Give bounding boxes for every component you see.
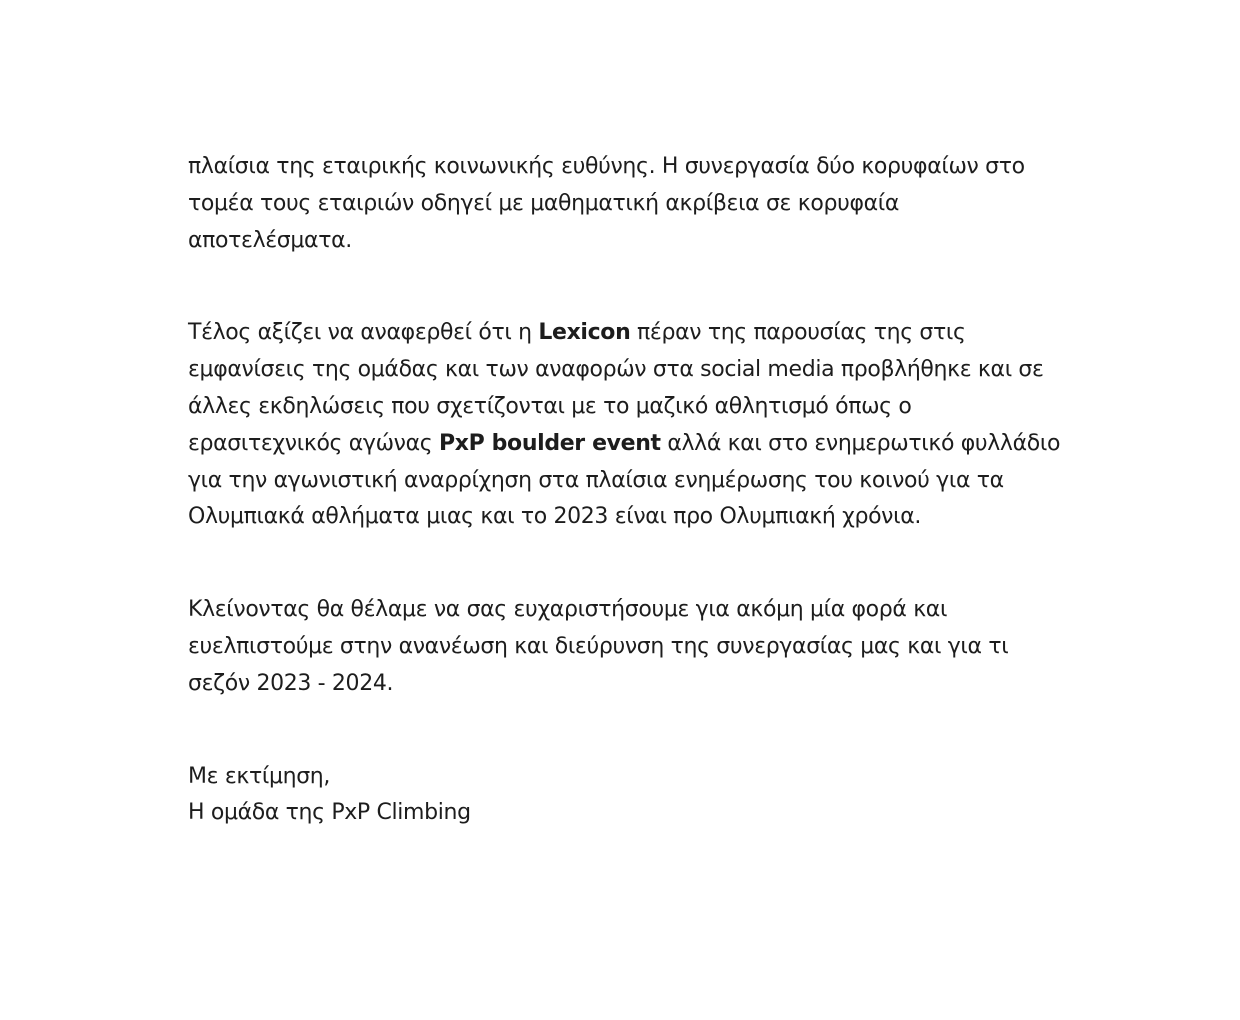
text-line <box>188 315 1068 352</box>
signature: Η ομάδα της PxP Climbing <box>188 800 471 826</box>
text-line: Ολυμπιακά αθλήματα μιας και το 2023 είναι προ Ολυμπιακή χρόνια. <box>188 504 922 530</box>
paragraph-thanks <box>188 592 1068 702</box>
text-line: τομέα τους εταιριών οδηγεί με μαθηματική ακρίβεια σε κορυφαία <box>188 190 900 216</box>
brand-name-lexicon: Lexicon <box>538 320 631 346</box>
text-run: αλλά και στο ενημερωτικό φυλλάδιο <box>660 430 1061 456</box>
text-line: άλλες εκδηλώσεις που σχετίζονται με το μαζικό αθλητισμό όπως ο <box>188 393 912 419</box>
text-run: πέραν της παρουσίας της στις <box>630 320 966 346</box>
paragraph-lexicon-promotion <box>188 315 1068 536</box>
paragraph-spacer <box>188 703 1068 759</box>
text-line: για την αγωνιστική αναρρίχηση στα πλαίσια ενημέρωσης του κοινού για τα <box>188 467 1004 493</box>
text-line: εμφανίσεις της ομάδας και των αναφορών στα social media προβλήθηκε και σε <box>188 357 1044 383</box>
paragraph-spacer <box>188 259 1068 315</box>
letter-body <box>188 149 1068 832</box>
text-run: ερασιτεχνικός αγώνας <box>188 430 439 456</box>
salutation: Με εκτίμηση, <box>188 763 331 789</box>
text-line: ευελπιστούμε στην ανανέωση και διεύρυνση της συνεργασίας μας και για τι <box>188 633 1009 659</box>
text-line: Κλείνοντας θα θέλαμε να σας ευχαριστήσουμε για ακόμη μία φορά και <box>188 597 948 623</box>
event-name: PxP boulder event <box>438 430 661 456</box>
text-line: αποτελέσματα. <box>188 227 352 253</box>
closing-block <box>188 759 1068 833</box>
paragraph-csr <box>188 149 1068 259</box>
text-line: σεζόν 2023 - 2024. <box>188 670 394 696</box>
text-line: πλαίσια της εταιρικής κοινωνικής ευθύνης. Η συνεργασία δύο κορυφαίων στο <box>188 154 1025 179</box>
paragraph-spacer <box>188 536 1068 592</box>
text-run: Τέλος αξίζει να αναφερθεί ότι η <box>188 320 539 346</box>
text-line <box>188 426 1068 463</box>
